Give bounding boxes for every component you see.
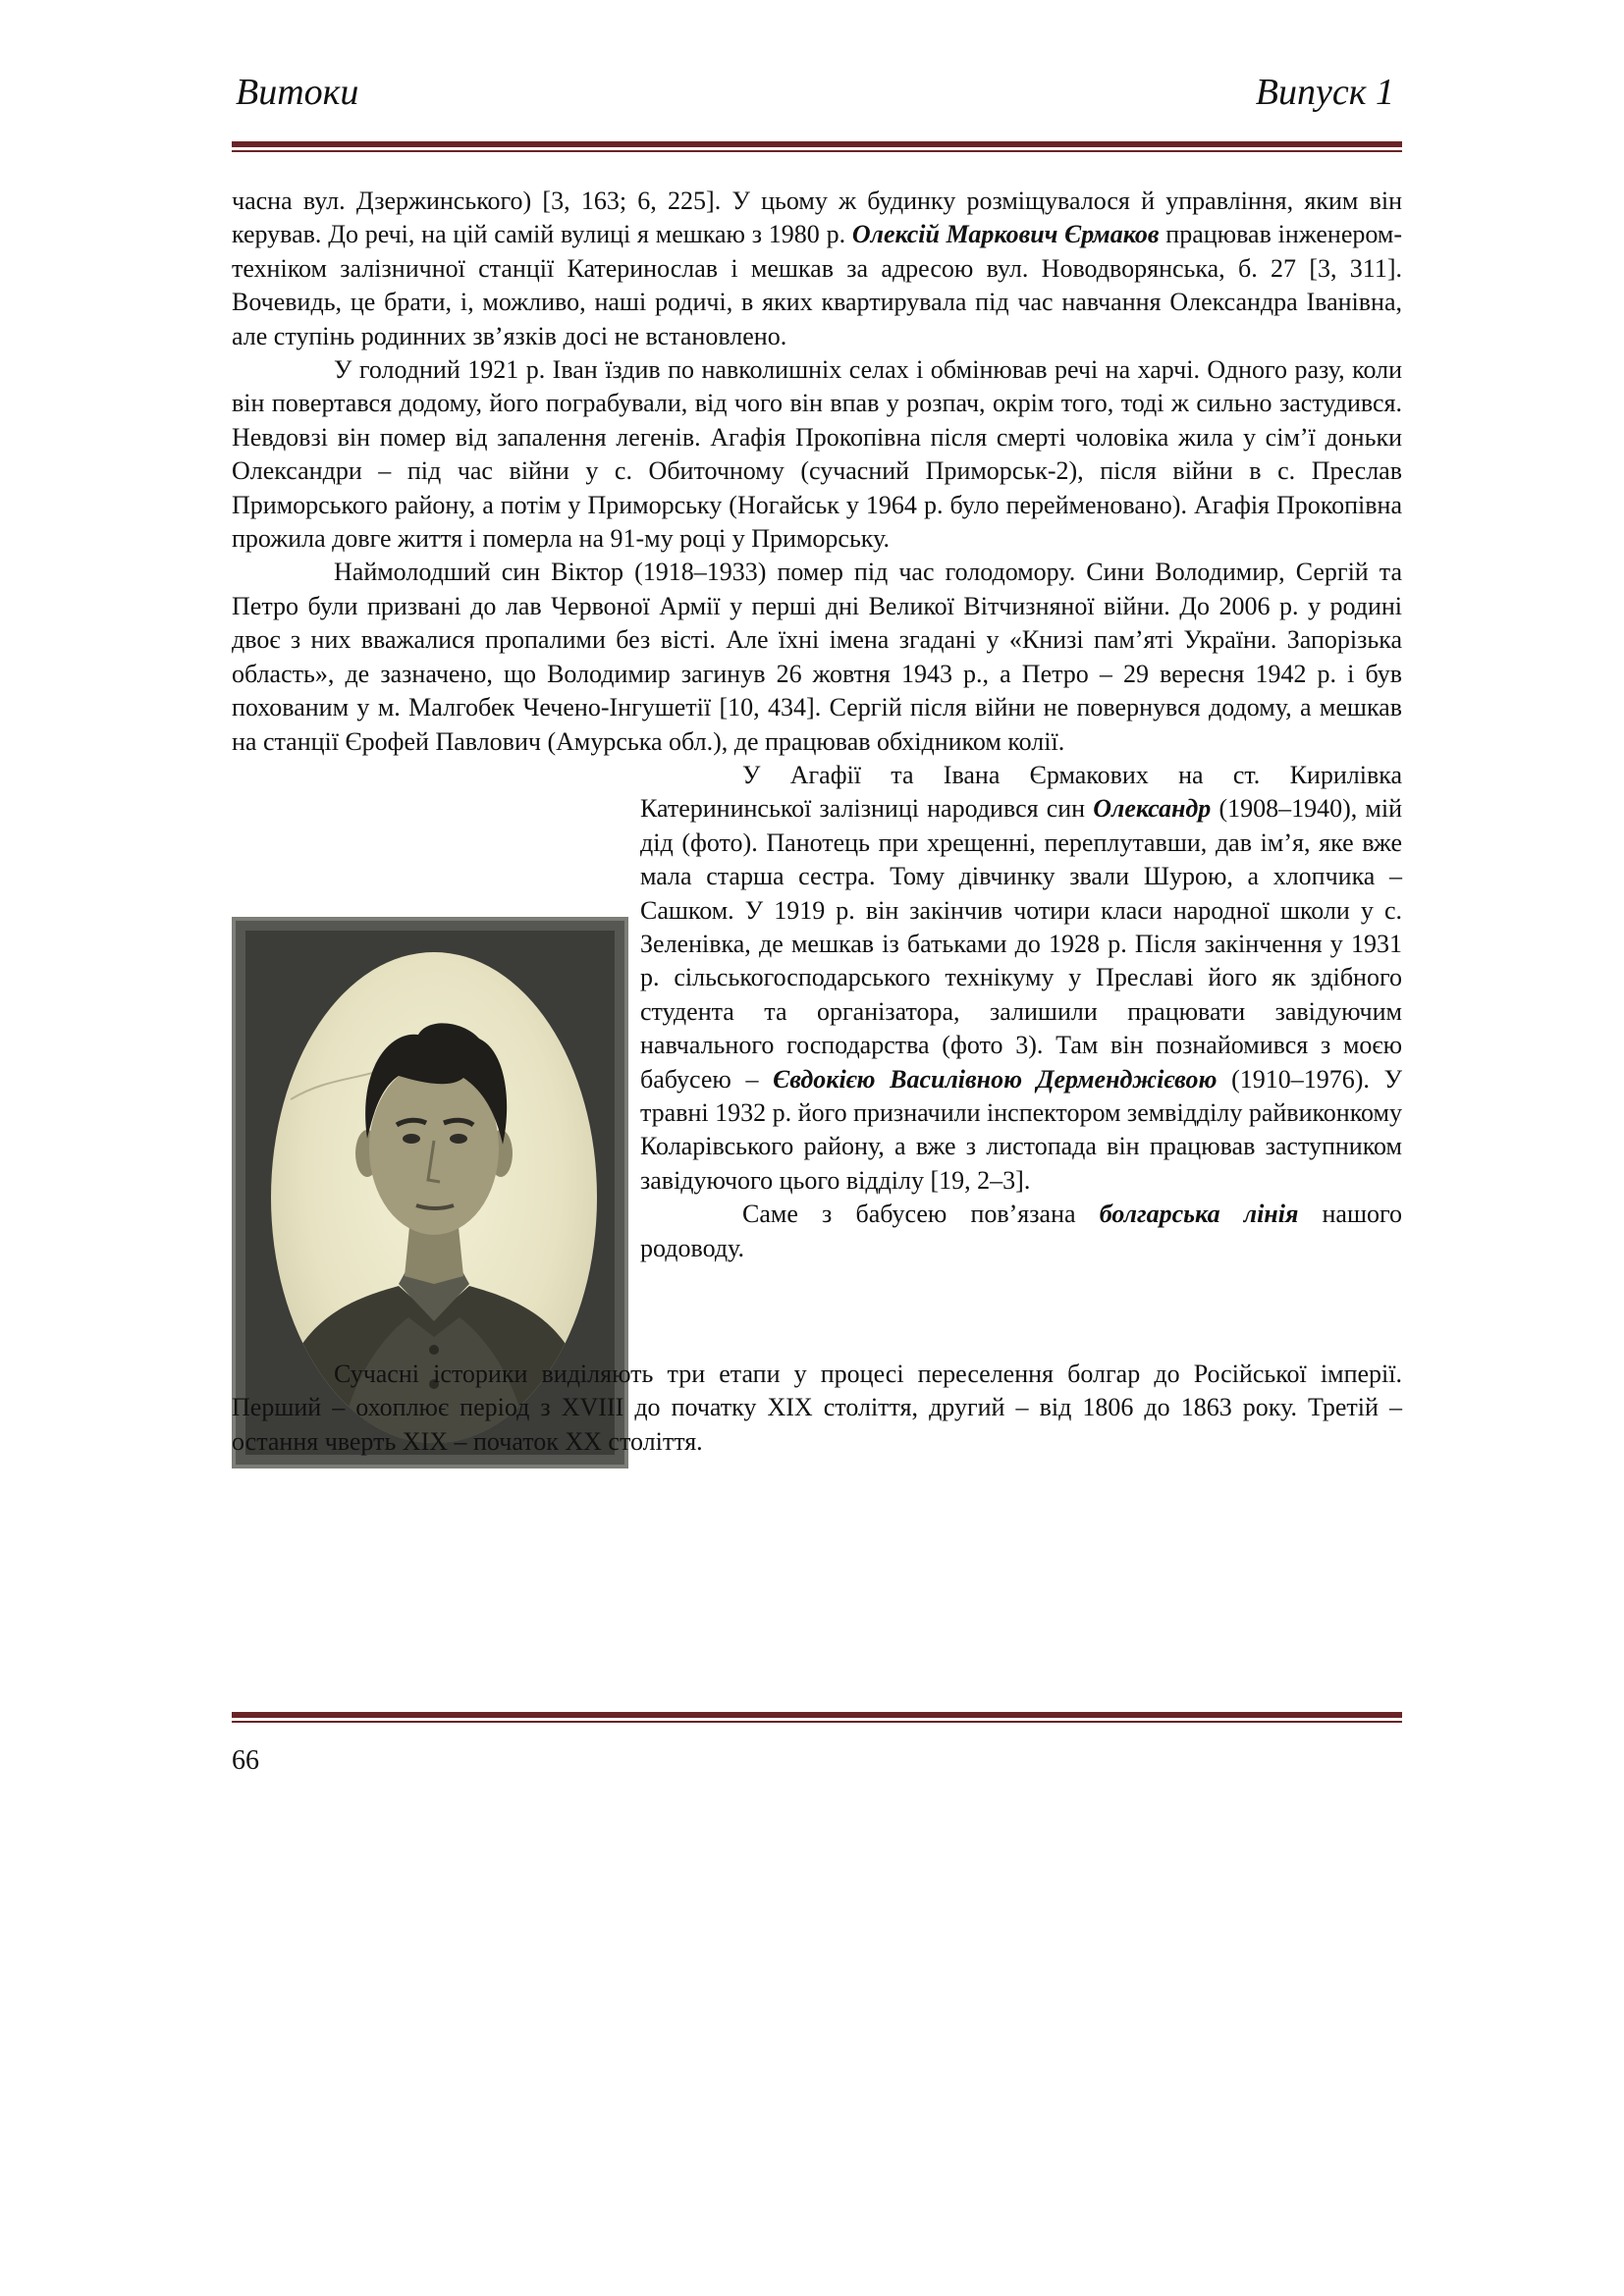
- photo-spacer: [232, 794, 640, 1358]
- article-body: [232, 185, 1402, 1459]
- paragraph: часна вул. Дзержинського) [3, 163; 6, 225]. У цьому ж будинку розміщувалося й управління, яким він керував. До речі, на цій самій вулиці я мешкаю з 1980 р. Олексій Маркович Єрмаков працював інженером-техніком залізничної станції Катеринослав і мешкав за адресою вул. Новодворянська, б. 27 [3, 311]. Вочевидь, це брати, і, можливо, наші родичі, в яких квартирувала під час навчання Олександра Іванівна, але ступінь родинних зв’язків досі не встановлено.: [232, 187, 1402, 350]
- running-header: [232, 71, 1402, 126]
- paragraph: У Агафії та Івана Єрмакових на ст. Кирилівка Катерининської залізниці народився син Олександр (1908–1940), мій дід (фото). Панотець при хрещенні, переплутавши, дав ім’я, яке вже мала старша сестра. Тому дівчинку звали Шурою, а хлопчика – Сашком. У 1919 р. він закінчив чотири класи народної школи у с. Зеленівка, де мешкав із батьками до 1928 р. Після закінчення у 1931 р. сільськогосподарського технікуму у Преславі його як здібного студента та організатора, залишили працювати завідуючим навчального господарства (фото 3). Там він познайомився з моєю бабусею – Євдокією Василівною Дерменджієвою (1910–1976). У травні 1932 р. його призначили інспектором земвідділу райвиконкому Коларівського району, а вже з листопада він працював заступником завідуючого цього відділу [19, 2–3].: [640, 760, 1402, 1195]
- paragraph: Наймолодший син Віктор (1918–1933) помер під час голодомору. Сини Володимир, Сергій та Петро були призвані до лав Червоної Армії у перші дні Великої Вітчизняної війни. До 2006 р. у родині двоє з них вважалися пропалими без вісті. Але їхні імена згадані у «Книзі пам’яті України. Запорізька область», де зазначено, що Володимир загинув 26 жовтня 1943 р., а Петро – 29 вересня 1942 р. і був похованим у м. Малгобек Чечено-Інгушетії [10, 434]. Сергій після війни не повернувся додому, а мешкав на станції Єрофей Павлович (Амурська обл.), де працював обхідником колії.: [232, 558, 1402, 756]
- paragraph: У голодний 1921 р. Іван їздив по навколишніх селах і обмінював речі на харчі. Одного разу, коли він повертався додому, його пограбували, від чого він впав у розпач, окрім того, тоді ж сильно застудився. Невдовзі він помер від запалення легенів. Агафія Прокопівна після смерті чоловіка жила у сім’ї доньки Олександри – під час війни у с. Обиточному (сучасний Приморськ-2), після війни в с. Преслав Приморського району, а потім у Приморську (Ногайськ у 1964 р. було перейменовано). Агафія Прокопівна прожила довге життя і померла на 91-му році у Приморську.: [232, 355, 1402, 554]
- person-name: Олексій Маркович Єрмаков: [851, 220, 1160, 249]
- person-name: Олександр: [1093, 794, 1212, 824]
- paragraph: Саме з бабусею пов’язана болгарська лінія нашого родоводу.: [640, 1200, 1402, 1262]
- emphasis: болгарська лінія: [1099, 1200, 1299, 1229]
- page-number: 66: [232, 1745, 259, 1776]
- paragraph: Сучасні історики виділяють три етапи у процесі переселення болгар до Російської імперії. Перший – охоплює період з XVIII до початку XIX століття, другий – від 1806 до 1863 року. Третій – остання чверть XIX – початок XX століття.: [232, 1359, 1402, 1456]
- footer-rule: [232, 1712, 1402, 1723]
- header-rule: [232, 141, 1402, 152]
- journal-title: Витоки: [236, 72, 359, 113]
- person-name: Євдокією Василівною Дерменджієвою: [773, 1064, 1218, 1094]
- issue-label: Випуск 1: [1255, 72, 1394, 113]
